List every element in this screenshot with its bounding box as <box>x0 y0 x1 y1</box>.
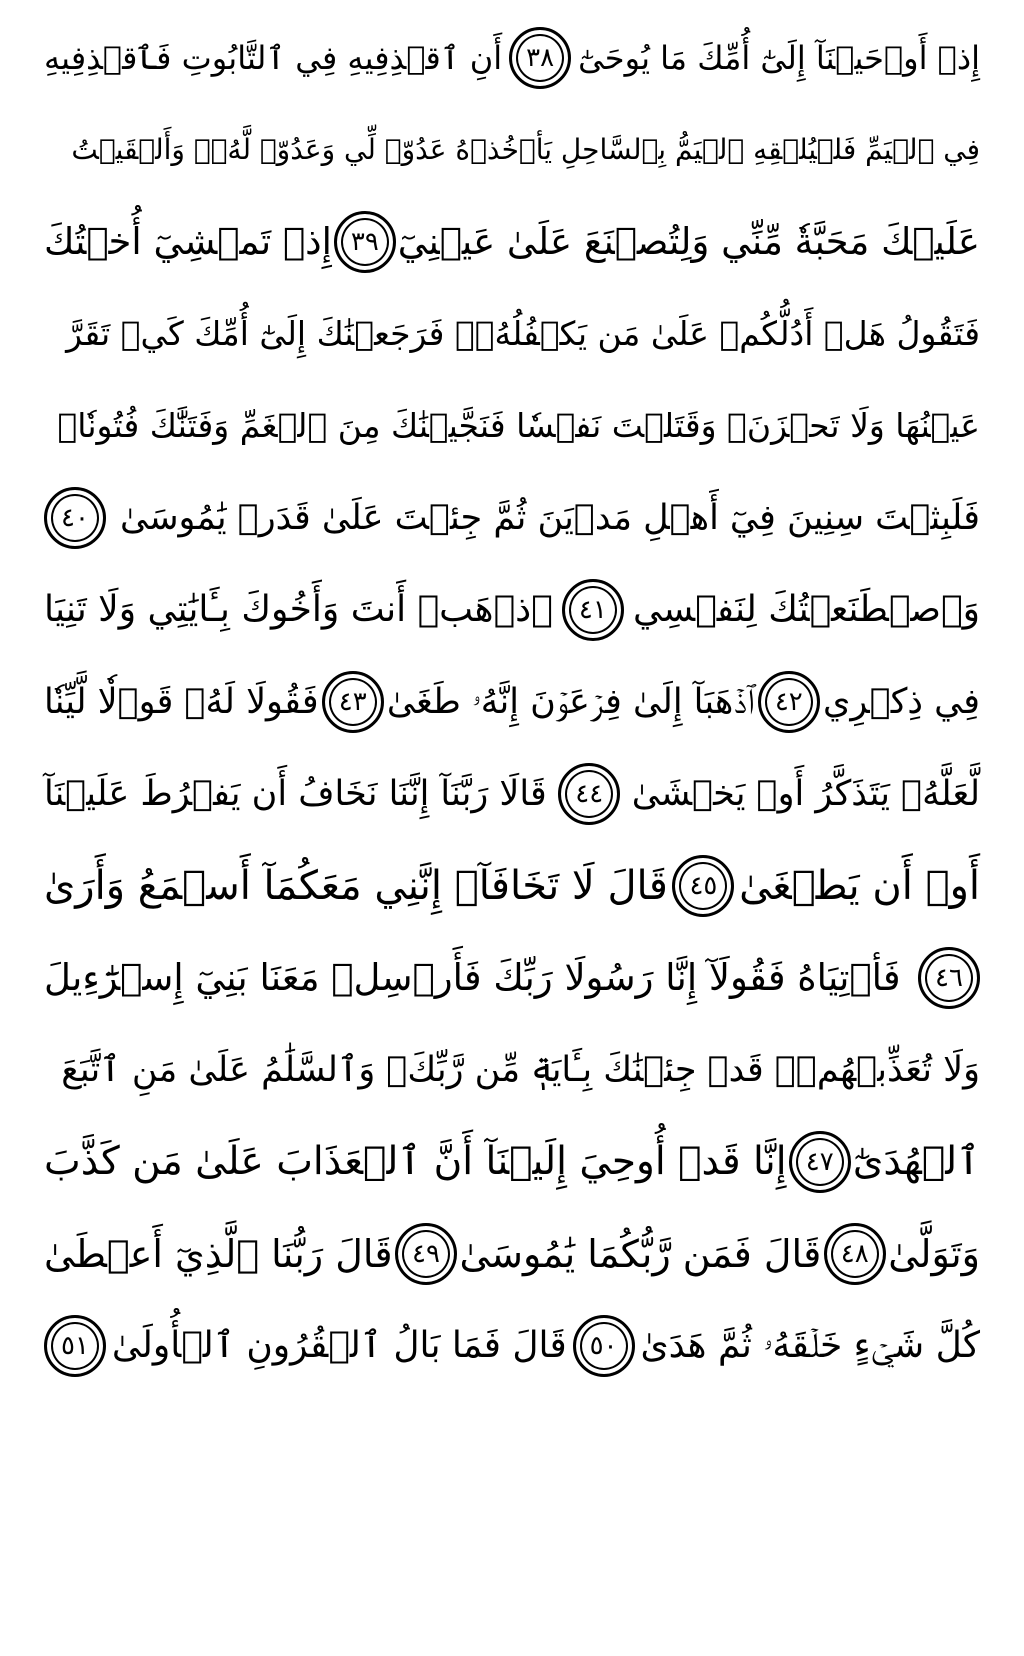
text-line-3 <box>44 196 980 288</box>
verse-number-marker: ٤١ <box>562 579 624 641</box>
line-text: أَوۡ أَن يَطۡغَىٰ <box>739 863 980 909</box>
verse-number-marker: ٤٢ <box>758 671 820 733</box>
line-text: عَيۡنُهَا وَلَا تَحۡزَنَۚ وَقَتَلۡتَ نَفۡسٗا فَنَجَّيۡنَٰكَ مِنَ ٱلۡغَمِّ وَفَتَنَّٰكَ فُتُونٗاۚ <box>57 406 980 445</box>
text-line-8 <box>44 656 980 748</box>
line-text: وَتَوَلَّىٰ <box>888 1232 980 1276</box>
line-text: ٱذۡهَبۡ أَنتَ وَأَخُوكَ بِـَٔايَٰتِي وَلَا تَنِيَا <box>44 589 553 630</box>
verse-number-marker: ٤٥ <box>672 855 734 917</box>
text-line-13 <box>44 1116 980 1208</box>
text-line-12 <box>44 1024 980 1116</box>
verse-number-marker: ٤٦ <box>918 947 980 1009</box>
text-line-6 <box>44 472 980 564</box>
line-text: عَلَيۡكَ مَحَبَّةٗ مِّنِّي وَلِتُصۡنَعَ عَلَىٰ عَيۡنِيٓ <box>397 220 980 263</box>
text-line-15 <box>44 1300 980 1392</box>
line-text: فِي ٱلۡيَمِّ فَلۡيُلۡقِهِ ٱلۡيَمُّ بِٱلسَّاحِلِ يَأۡخُذۡهُ عَدُوّٞ لِّي وَعَدُوّٞ لَّهُۥۚ وَأَلۡقَيۡتُ <box>71 133 980 166</box>
verse-number-marker: ٤٣ <box>322 671 384 733</box>
text-line-11 <box>44 932 980 1024</box>
verse-number-marker: ٤٩ <box>395 1223 457 1285</box>
line-text: قَالَ رَبُّنَا ٱلَّذِيٓ أَعۡطَىٰ <box>44 1232 393 1276</box>
text-line-1 <box>44 12 980 104</box>
text-line-14 <box>44 1208 980 1300</box>
line-text: قَالَ لَا تَخَافَآۖ إِنَّنِي مَعَكُمَآ أَسۡمَعُ وَأَرَىٰ <box>44 863 668 909</box>
line-text: وَلَا تُعَذِّبۡهُمۡۖ قَدۡ جِئۡنَٰكَ بِـَٔايَةٖ مِّن رَّبِّكَۖ وَٱلسَّلَٰمُ عَلَىٰ مَنِ ٱتَّبَعَ <box>61 1050 980 1090</box>
text-line-5 <box>44 380 980 472</box>
verse-number-marker: ٤٧ <box>789 1131 851 1193</box>
line-text: فَقُولَا لَهُۥ قَوۡلٗا لَّيِّنٗا <box>44 682 319 722</box>
line-text: قَالَ فَمَا بَالُ ٱلۡقُرُونِ ٱلۡأُولَىٰ <box>111 1325 567 1366</box>
line-text: فَأۡتِيَاهُ فَقُولَآ إِنَّا رَسُولَا رَبِّكَ فَأَرۡسِلۡ مَعَنَا بَنِيٓ إِسۡرَٰٓءِيلَ <box>44 956 901 999</box>
verse-number-marker: ٣٩ <box>334 211 396 273</box>
line-text: ٱذۡهَبَآ إِلَىٰ فِرۡعَوۡنَ إِنَّهُۥ طَغَىٰ <box>386 682 755 722</box>
text-line-10 <box>44 840 980 932</box>
line-text: قَالَ فَمَن رَّبُّكُمَا يَٰمُوسَىٰ <box>459 1232 822 1276</box>
line-text: قَالَا رَبَّنَآ إِنَّنَا نَخَافُ أَن يَفۡرُطَ عَلَيۡنَآ <box>44 774 547 814</box>
line-text: فَلَبِثۡتَ سِنِينَ فِيٓ أَهۡلِ مَدۡيَنَ ثُمَّ جِئۡتَ عَلَىٰ قَدَرٖ يَٰمُوسَىٰ <box>120 498 980 538</box>
line-text: إِنَّا قَدۡ أُوحِيَ إِلَيۡنَآ أَنَّ ٱلۡعَذَابَ عَلَىٰ مَن كَذَّبَ <box>44 1139 787 1184</box>
line-text: لَّعَلَّهُۥ يَتَذَكَّرُ أَوۡ يَخۡشَىٰ <box>631 774 980 814</box>
verse-number-marker: ٥١ <box>44 1315 106 1377</box>
line-text: فَتَقُولُ هَلۡ أَدُلُّكُمۡ عَلَىٰ مَن يَكۡفُلُهُۥۖ فَرَجَعۡنَٰكَ إِلَىٰٓ أُمِّكَ كَيۡ تَقَرَّ <box>66 314 980 353</box>
line-text: ٱلۡهُدَىٰٓ <box>852 1139 980 1184</box>
text-line-7 <box>44 564 980 656</box>
verse-number-marker: ٤٨ <box>824 1223 886 1285</box>
line-text: وَٱصۡطَنَعۡتُكَ لِنَفۡسِي <box>633 589 980 630</box>
line-text: أَنِ ٱقۡذِفِيهِ فِي ٱلتَّابُوتِ فَٱقۡذِفِيهِ <box>44 39 503 77</box>
verse-number-marker: ٤٤ <box>558 763 620 825</box>
verse-number-marker: ٤٠ <box>44 487 106 549</box>
text-line-2 <box>44 104 980 196</box>
line-text: إِذۡ أَوۡحَيۡنَآ إِلَىٰٓ أُمِّكَ مَا يُوحَىٰٓ <box>578 39 980 77</box>
verse-number-marker: ٥٠ <box>573 1315 635 1377</box>
line-text: كُلَّ شَيۡءٍ خَلۡقَهُۥ ثُمَّ هَدَىٰ <box>640 1325 980 1366</box>
text-line-4 <box>44 288 980 380</box>
line-text: فِي ذِكۡرِي <box>823 682 980 722</box>
line-text: إِذۡ تَمۡشِيٓ أُخۡتُكَ <box>44 220 332 263</box>
text-line-9 <box>44 748 980 840</box>
verse-number-marker: ٣٨ <box>509 27 571 89</box>
